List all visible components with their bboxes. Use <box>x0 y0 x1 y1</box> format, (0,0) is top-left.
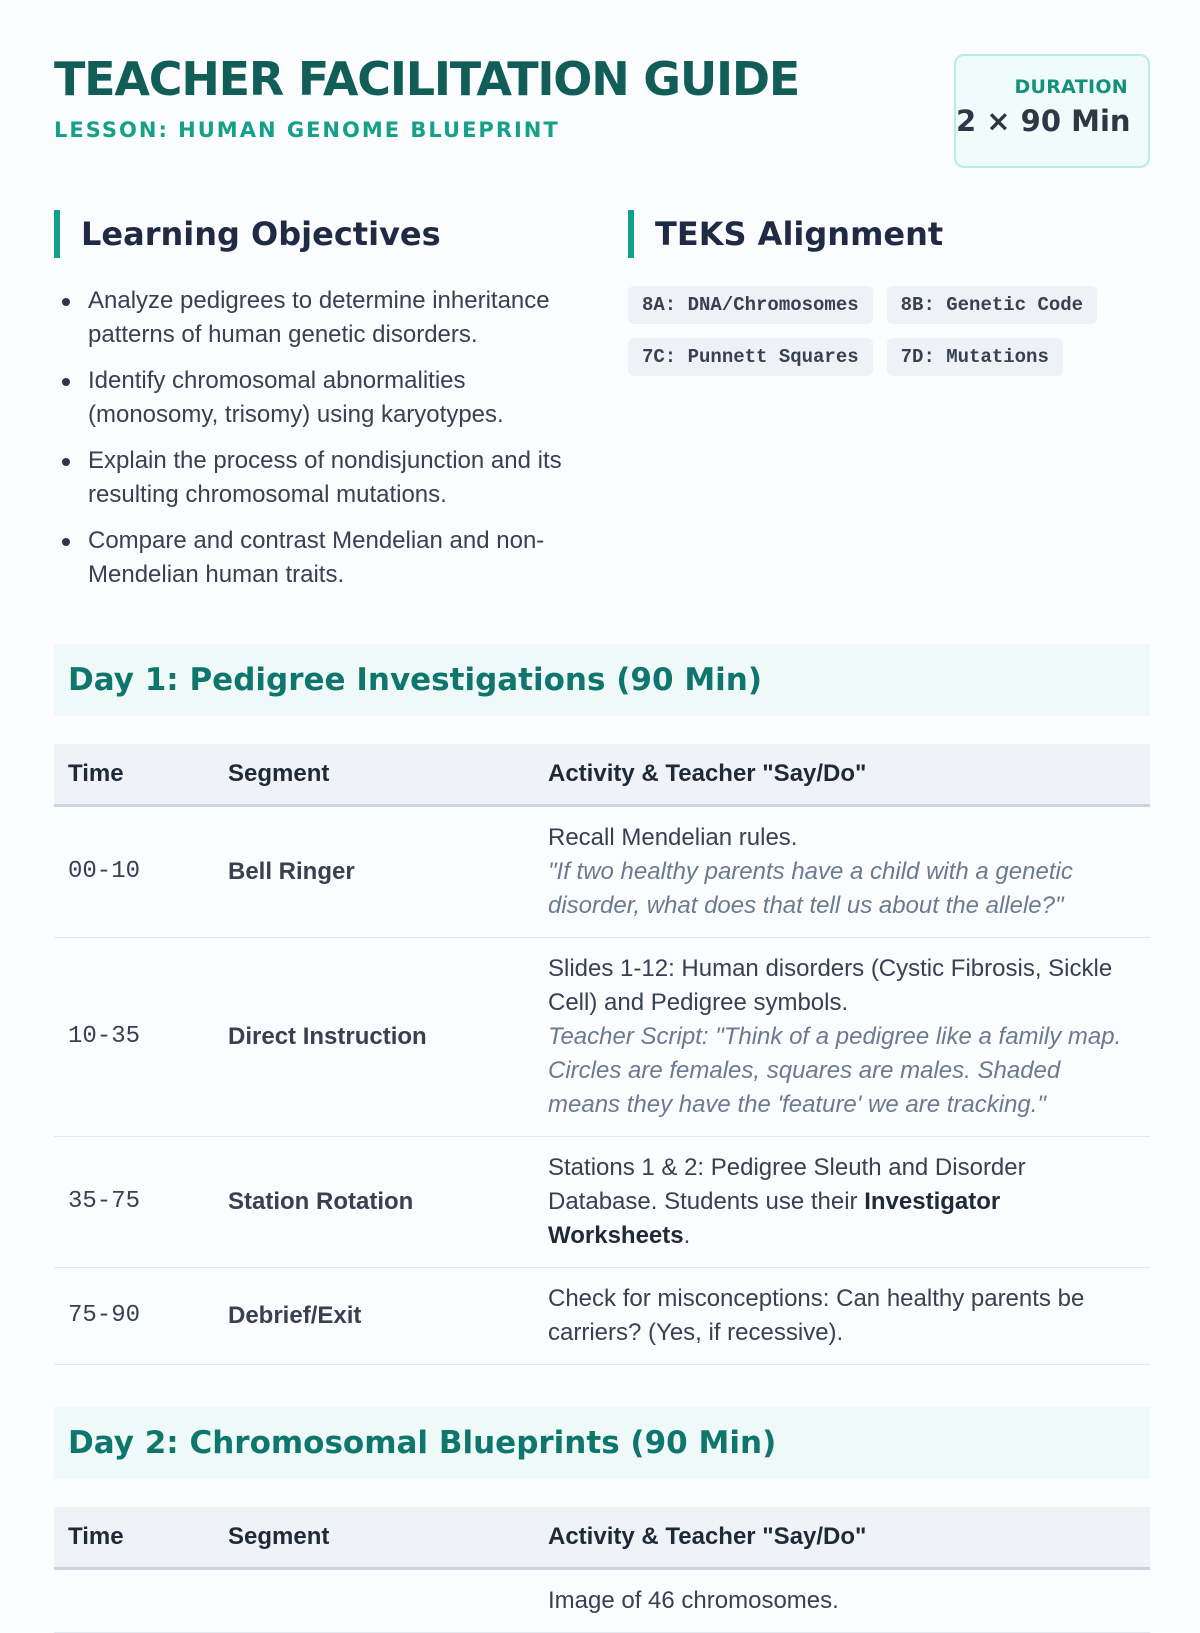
time-cell: 35-75 <box>54 1137 214 1268</box>
time-cell <box>54 1569 214 1633</box>
activity-cell <box>534 1268 1150 1365</box>
time-cell: 00-10 <box>54 806 214 938</box>
teks-alignment-section <box>628 210 1148 376</box>
activity-column-header: Activity & Teacher "Say/Do" <box>534 744 1150 806</box>
worksheet-emphasis: Investigator Worksheets <box>548 1188 1001 1249</box>
teks-alignment-heading: TEKS Alignment <box>628 210 1148 258</box>
segment-cell <box>214 1569 534 1633</box>
table-header-row <box>54 744 1150 806</box>
duration-value: 2 × 90 Min <box>956 104 1131 138</box>
teks-tags <box>628 286 1148 376</box>
activity-column-header: Activity & Teacher "Say/Do" <box>534 1507 1150 1569</box>
segment-cell: Direct Instruction <box>214 938 534 1137</box>
day1-banner: Day 1: Pedigree Investigations (90 Min) <box>54 644 1150 716</box>
learning-objectives-heading: Learning Objectives <box>54 210 574 258</box>
teacher-quote: "If two healthy parents have a child with a genetic disorder, what does that tell us about the allele?" <box>548 858 1073 919</box>
teacher-script: Teacher Script: "Think of a pedigree like a family map. Circles are females, squares are males. Shaded means they have the 'feature' we are tracking." <box>548 1023 1122 1118</box>
day2-schedule-table <box>54 1507 1150 1633</box>
teks-tag: 8A: DNA/Chromosomes <box>628 286 873 324</box>
header <box>54 0 1150 190</box>
objective-item: Explain the process of nondisjunction and its resulting chromosomal mutations. <box>54 444 574 512</box>
objective-item: Compare and contrast Mendelian and non-Mendelian human traits. <box>54 524 574 592</box>
table-row <box>54 806 1150 938</box>
teks-tag: 7D: Mutations <box>887 338 1063 376</box>
duration-badge <box>954 54 1150 168</box>
time-cell: 10-35 <box>54 938 214 1137</box>
time-cell: 75-90 <box>54 1268 214 1365</box>
segment-cell: Bell Ringer <box>214 806 534 938</box>
overview-columns <box>54 190 1150 620</box>
activity-cell <box>534 938 1150 1137</box>
activity-text: Image of 46 chromosomes. <box>548 1587 839 1614</box>
table-row <box>54 938 1150 1137</box>
activity-text-end: . <box>683 1222 691 1249</box>
segment-cell: Debrief/Exit <box>214 1268 534 1365</box>
table-row <box>54 1268 1150 1365</box>
activity-cell <box>534 806 1150 938</box>
objective-item: Identify chromosomal abnormalities (monosomy, trisomy) using karyotypes. <box>54 364 574 432</box>
table-row <box>54 1137 1150 1268</box>
activity-cell <box>534 1569 1150 1633</box>
segment-cell: Station Rotation <box>214 1137 534 1268</box>
teks-tag: 8B: Genetic Code <box>887 286 1097 324</box>
activity-text: Recall Mendelian rules. <box>548 824 798 851</box>
day1-schedule-table <box>54 744 1150 1365</box>
lesson-subtitle: LESSON: HUMAN GENOME BLUEPRINT <box>54 118 560 142</box>
objective-item: Analyze pedigrees to determine inheritance patterns of human genetic disorders. <box>54 284 574 352</box>
table-header-row <box>54 1507 1150 1569</box>
activity-text: Stations 1 & 2: Pedigree Sleuth and Disorder Database. Students use their <box>548 1154 1026 1215</box>
duration-label: DURATION <box>1014 76 1128 98</box>
activity-cell <box>534 1137 1150 1268</box>
guide-page <box>54 0 1150 1614</box>
time-column-header: Time <box>54 744 214 806</box>
teks-tag: 7C: Punnett Squares <box>628 338 873 376</box>
activity-text: Slides 1-12: Human disorders (Cystic Fibrosis, Sickle Cell) and Pedigree symbols. <box>548 955 1113 1016</box>
activity-text: Check for misconceptions: Can healthy parents be carriers? (Yes, if recessive). <box>548 1285 1085 1346</box>
segment-column-header: Segment <box>214 744 534 806</box>
segment-column-header: Segment <box>214 1507 534 1569</box>
page-title: TEACHER FACILITATION GUIDE <box>54 52 800 106</box>
learning-objectives-section <box>54 210 574 604</box>
objectives-list <box>54 284 574 592</box>
time-column-header: Time <box>54 1507 214 1569</box>
table-row <box>54 1569 1150 1633</box>
day2-banner: Day 2: Chromosomal Blueprints (90 Min) <box>54 1407 1150 1479</box>
